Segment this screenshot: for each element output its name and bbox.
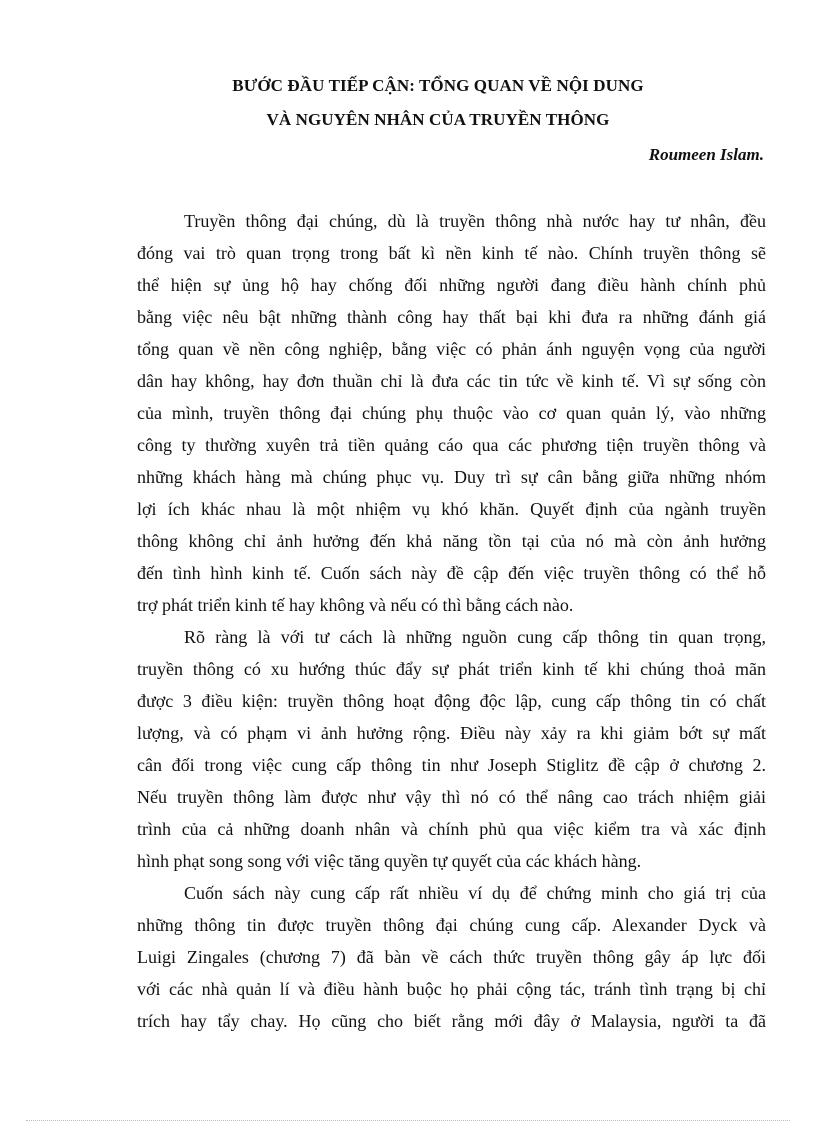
- text-line: cân đối trong việc cung cấp thông tin như Joseph Stiglitz đề cập ở chương 2.: [137, 755, 766, 775]
- document-title-line-1: BƯỚC ĐẦU TIẾP CẬN: TỔNG QUAN VỀ NỘI DUNG: [232, 76, 644, 95]
- page-bottom-rule: [26, 1120, 790, 1121]
- paragraph-3: [137, 877, 766, 1037]
- text-line: đến tình hình kinh tế. Cuốn sách này đề cập đến việc truyền thông có thể hỗ: [137, 563, 766, 583]
- text-line: lợi ích khác nhau là một nhiệm vụ khó khăn. Quyết định của ngành truyền: [137, 499, 766, 519]
- text-line: dân hay không, hay đơn thuần chỉ là đưa các tin tức về kinh tế. Vì sự sống còn: [137, 371, 766, 391]
- body-text: [137, 205, 766, 1037]
- text-line: những khách hàng mà chúng phục vụ. Duy trì sự cân bằng giữa những nhóm: [137, 467, 766, 487]
- text-line: Nếu truyền thông làm được như vậy thì nó có thể nâng cao trách nhiệm giải: [137, 787, 766, 807]
- paragraph-2: [137, 621, 766, 877]
- document-title-line-2: VÀ NGUYÊN NHÂN CỦA TRUYỀN THÔNG: [266, 110, 610, 129]
- author-name: Roumeen Islam.: [648, 145, 764, 164]
- text-line: hình phạt song song với việc tăng quyền tự quyết của các khách hàng.: [137, 851, 642, 871]
- text-line: lượng, và có phạm vi ảnh hưởng rộng. Điều này xảy ra khi giảm bớt sự mất: [137, 723, 766, 743]
- text-line: những thông tin được truyền thông đại chúng cung cấp. Alexander Dyck và: [137, 915, 766, 935]
- text-line: trích hay tẩy chay. Họ cũng cho biết rằng mới đây ở Malaysia, người ta đã: [137, 1011, 766, 1031]
- text-line: bằng việc nêu bật những thành công hay thất bại khi đưa ra những đánh giá: [137, 307, 766, 327]
- text-line: thể hiện sự ủng hộ hay chống đối những người đang điều hành chính phủ: [137, 275, 766, 295]
- text-line: truyền thông có xu hướng thúc đẩy sự phát triển kinh tế khi chúng thoả mãn: [137, 659, 766, 679]
- text-line: với các nhà quản lí và điều hành buộc họ phải cộng tác, tránh tình trạng bị chỉ: [137, 979, 766, 999]
- text-line: thông không chỉ ảnh hưởng đến khả năng tồn tại của nó mà còn ảnh hưởng: [137, 531, 766, 551]
- text-line: trợ phát triển kinh tế hay không và nếu có thì bằng cách nào.: [137, 595, 574, 615]
- text-line: Truyền thông đại chúng, dù là truyền thông nhà nước hay tư nhân, đều: [184, 211, 766, 231]
- text-line: Cuốn sách này cung cấp rất nhiều ví dụ để chứng minh cho giá trị của: [184, 883, 766, 903]
- text-line: tổng quan về nền công nghiệp, bằng việc có phản ánh nguyện vọng của người: [137, 339, 766, 359]
- text-line: Luigi Zingales (chương 7) đã bàn về cách thức truyền thông gây áp lực đối: [137, 947, 766, 967]
- text-line: trình của cả những doanh nhân và chính phủ qua việc kiểm tra và xác định: [137, 819, 766, 839]
- text-line: công ty thường xuyên trả tiền quảng cáo qua các phương tiện truyền thông và: [137, 435, 766, 455]
- text-line: đóng vai trò quan trọng trong bất kì nền kinh tế nào. Chính truyền thông sẽ: [137, 243, 766, 263]
- paragraph-1: [137, 205, 766, 621]
- text-line: được 3 điều kiện: truyền thông hoạt động độc lập, cung cấp thông tin có chất: [137, 691, 766, 711]
- text-line: của mình, truyền thông đại chúng phụ thuộc vào cơ quan quản lý, vào những: [137, 403, 766, 423]
- text-line: Rõ ràng là với tư cách là những nguồn cung cấp thông tin quan trọng,: [184, 627, 766, 647]
